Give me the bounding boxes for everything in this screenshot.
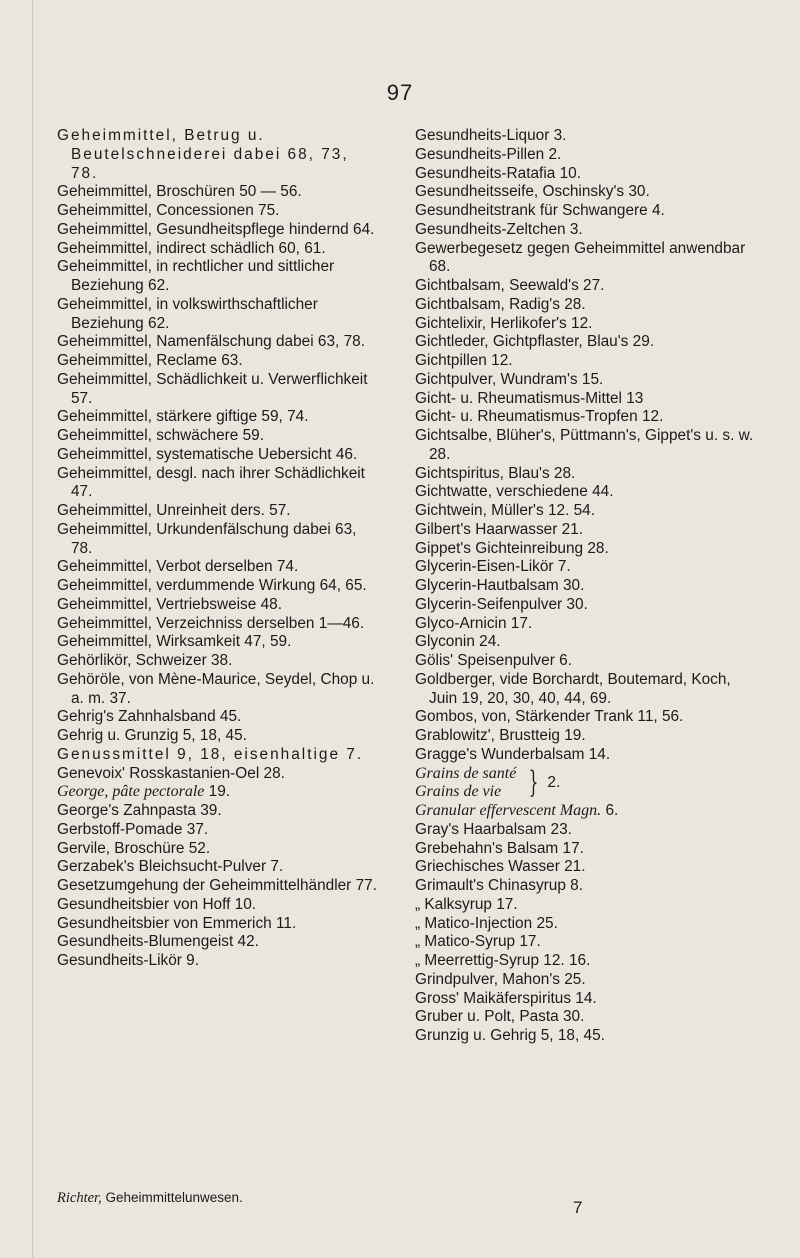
index-entry: Gewerbegesetz gegen Geheimmittel anwendbar 68.	[415, 239, 746, 276]
index-entry: Gichtpillen 12.	[415, 352, 513, 369]
index-entry: Geheimmittel, Vertriebsweise 48.	[57, 595, 282, 613]
index-entry: Geheimmittel, Unreinheit ders. 57.	[57, 502, 291, 519]
index-entry: Geheimmittel, Schädlichkeit u. Verwerflichkeit 57.	[57, 370, 368, 407]
index-entry: Gichtwein, Müller's 12. 54.	[415, 502, 596, 519]
index-entry: Gichtspiritus, Blau's 28.	[415, 464, 576, 482]
index-entry: Gichtleder, Gichtpflaster, Blau's 29.	[415, 333, 655, 351]
index-entry-italic: Granular effervescent Magn.	[415, 802, 602, 819]
index-entry: Gichtelixir, Herlikofer's 12.	[415, 314, 593, 332]
index-entry: Gesundheits-Ratafia 10.	[415, 164, 581, 182]
index-entry: Geheimmittel, Concessionen 75.	[57, 202, 280, 219]
signature-footer	[57, 1190, 243, 1207]
index-entry: „ Matico-Injection 25.	[415, 914, 558, 932]
index-entry: Gesundheits-Pillen 2.	[415, 145, 562, 163]
index-entry: Geheimmittel, desgl. nach ihrer Schädlichkeit 47.	[57, 464, 365, 501]
index-entry: Gilbert's Haarwasser 21.	[415, 520, 584, 538]
index-entry: Geheimmittel, indirect schädlich 60, 61.	[57, 239, 326, 257]
index-entry: Glycerin-Seifenpulver 30.	[415, 595, 588, 613]
index-entry: Geheimmittel, Verbot derselben 74.	[57, 558, 299, 576]
index-entry	[415, 802, 755, 821]
index-entry: Gichtsalbe, Blüher's, Püttmann's, Gippet's u. s. w. 28.	[415, 427, 754, 463]
index-entry-ref: 19.	[204, 783, 231, 801]
index-entry: Glyco-Arnicin 17.	[415, 614, 533, 632]
index-entry: Gombos, von, Stärkender Trank 11, 56.	[415, 708, 684, 726]
index-entry: Geheimmittel, schwächere 59.	[57, 427, 265, 444]
index-entry: Genussmittel 9, 18, eisenhaltige 7.	[57, 745, 364, 763]
index-entry: Gesundheits-Blumengeist 42.	[57, 933, 259, 951]
footer-author: Richter,	[57, 1190, 102, 1206]
index-entry: Gesundheitsbier von Hoff 10.	[57, 895, 257, 913]
index-entry: Gruber u. Polt, Pasta 30.	[415, 1008, 585, 1026]
index-entry: Gesundheitsbier von Emmerich 11.	[57, 914, 297, 932]
index-entry: Geheimmittel, Wirksamkeit 47, 59.	[57, 633, 292, 651]
index-entry: Glycerin-Eisen-Likör 7.	[415, 558, 571, 576]
index-entry: Gervile, Broschüre 52.	[57, 839, 211, 857]
page-number: 97	[386, 80, 414, 105]
index-entry: Grimault's Chinasyrup 8.	[415, 877, 584, 894]
index-entry: Glyconin 24.	[415, 633, 501, 651]
index-entry	[57, 783, 379, 802]
index-entry: Gichtbalsam, Seewald's 27.	[415, 277, 605, 294]
index-entry: Geheimmittel, Namenfälschung dabei 63, 78.	[57, 333, 365, 351]
index-entry-ref: 6.	[601, 802, 619, 819]
index-entry: Geheimmittel, in rechtlicher und sittlicher Beziehung 62.	[57, 258, 335, 294]
index-entry: Gesundheits-Zeltchen 3.	[415, 220, 583, 238]
index-entry-italic: Grains de vie	[415, 783, 502, 801]
index-entry-italic: George, pâte pectorale	[57, 783, 205, 801]
index-entry: Grunzig u. Gehrig 5, 18, 45.	[415, 1027, 605, 1044]
index-entry: Gesetzumgehung der Geheimmittelhändler 77.	[57, 877, 377, 894]
index-entry: Gray's Haarbalsam 23.	[415, 820, 572, 838]
index-entry: Gross' Maikäferspiritus 14.	[415, 989, 597, 1007]
index-entry: Geheimmittel, Reclame 63.	[57, 352, 243, 369]
index-entry: Gragge's Wunderbalsam 14.	[415, 745, 611, 763]
index-entry: „ Meerrettig-Syrup 12. 16.	[415, 952, 591, 969]
index-entry: Grindpulver, Mahon's 25.	[415, 970, 586, 988]
index-entry: „ Kalksyrup 17.	[415, 895, 518, 913]
index-entry: Gerzabek's Bleichsucht-Pulver 7.	[57, 858, 284, 876]
index-entry: George's Zahnpasta 39.	[57, 802, 222, 819]
index-entry: Griechisches Wasser 21.	[415, 858, 586, 876]
index-entry: Gichtpulver, Wundram's 15.	[415, 370, 604, 388]
index-entry: Gesundheits-Likör 9.	[57, 952, 200, 969]
index-entry: Goldberger, vide Borchardt, Boutemard, Koch, Juin 19, 20, 30, 40, 44, 69.	[415, 670, 731, 707]
index-entry: Gesundheitsseife, Oschinsky's 30.	[415, 183, 650, 201]
index-entry: Gölis' Speisenpulver 6.	[415, 652, 572, 669]
index-entry: Gippet's Gichteinreibung 28.	[415, 539, 609, 557]
brace-page-ref: 2.	[547, 773, 561, 791]
index-entry: Gicht- u. Rheumatismus-Mittel 13	[415, 389, 644, 407]
curly-brace-icon: }	[529, 765, 539, 801]
index-entry: Geheimmittel, stärkere giftige 59, 74.	[57, 408, 309, 426]
index-entry: „ Matico-Syrup 17.	[415, 933, 541, 951]
page-edge-line	[32, 0, 33, 1258]
index-entry: Geheimmittel, in volkswirthschaftlicher Beziehung 62.	[57, 295, 318, 332]
index-entry: Gehrig's Zahnhalsband 45.	[57, 708, 242, 726]
index-entry: Geheimmittel, Verzeichniss derselben 1—46.	[57, 614, 365, 632]
signature-mark: 7	[573, 1198, 583, 1217]
index-entry: Gerbstoff-Pomade 37.	[57, 820, 209, 838]
index-entry: Grebehahn's Balsam 17.	[415, 839, 584, 857]
index-entry: Gichtbalsam, Radig's 28.	[415, 295, 586, 313]
index-entry: Geheimmittel, Betrug u. Beutelschneiderei dabei 68, 73, 78.	[57, 127, 349, 182]
index-entry: Glycerin-Hautbalsam 30.	[415, 577, 585, 594]
index-entry: Geheimmittel, Urkundenfälschung dabei 63, 78.	[57, 520, 357, 557]
left-index-column	[57, 127, 379, 971]
index-entry: Genevoix' Rosskastanien-Oel 28.	[57, 764, 285, 782]
index-entry: Gesundheits-Liquor 3.	[415, 127, 567, 144]
index-entry: Geheimmittel, verdummende Wirkung 64, 65.	[57, 577, 367, 594]
right-index-column	[415, 127, 755, 1046]
index-entry: Gehöröle, von Mène-Maurice, Seydel, Chop u. a. m. 37.	[57, 670, 375, 707]
index-entry: Geheimmittel, Gesundheitspflege hindernd 64.	[57, 220, 375, 238]
index-entry-italic: Grains de santé	[415, 764, 517, 782]
footer-title: Geheimmittelunwesen.	[105, 1190, 243, 1205]
grains-brace-group	[415, 765, 755, 803]
index-entry: Geheimmittel, systematische Uebersicht 46.	[57, 445, 358, 463]
index-entry: Gesundheitstrank für Schwangere 4.	[415, 202, 665, 219]
index-entry: Gehrig u. Grunzig 5, 18, 45.	[57, 727, 247, 744]
index-entry: Gehörlikör, Schweizer 38.	[57, 652, 233, 669]
index-entry: Gichtwatte, verschiedene 44.	[415, 483, 614, 501]
index-entry: Grablowitz', Brustteig 19.	[415, 727, 586, 744]
index-entry: Gicht- u. Rheumatismus-Tropfen 12.	[415, 408, 664, 426]
index-entry: Geheimmittel, Broschüren 50 — 56.	[57, 183, 302, 201]
